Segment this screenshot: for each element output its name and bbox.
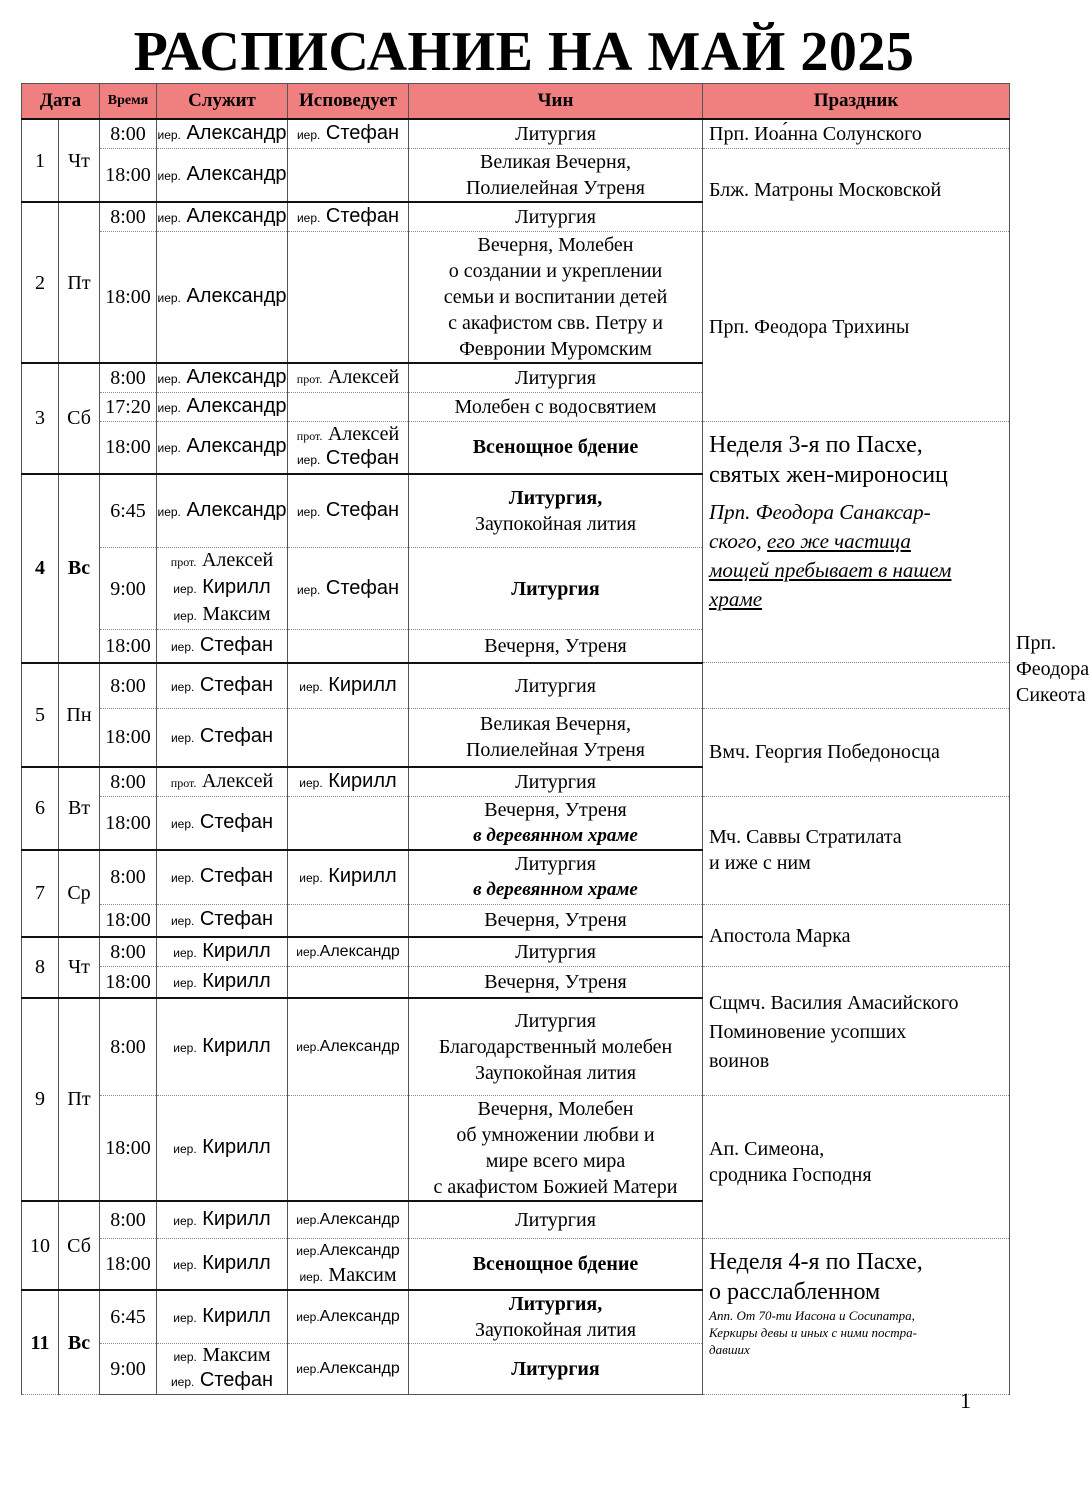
service-time: 9:00 [100, 548, 157, 630]
day-number: 5 [22, 663, 59, 767]
day-number: 9 [22, 998, 59, 1202]
feast-name: Ап. Симеона, сродника Господня [703, 1096, 1010, 1239]
day-number: 8 [22, 937, 59, 998]
confessor: прот. Алексей иер. Стефан [288, 422, 409, 474]
confessor [288, 796, 409, 850]
service-rite: Литургия [409, 937, 703, 967]
confessor: иер. Стефан [288, 119, 409, 149]
day-of-week: Ср [59, 850, 100, 937]
service-time: 18:00 [100, 905, 157, 937]
celebrant: иер. Стефан [157, 663, 288, 709]
confessor [288, 967, 409, 998]
confessor [288, 1096, 409, 1202]
day-number: 11 [22, 1290, 59, 1395]
celebrant: иер. Александр [157, 393, 288, 422]
confessor [288, 905, 409, 937]
service-time: 8:00 [100, 1201, 157, 1238]
service-rite: Вечерня, Молебен об умножении любви и мире всего мира с акафистом Божией Матери [409, 1096, 703, 1202]
service-rite: Литургия [409, 202, 703, 232]
table-row [22, 149, 1010, 203]
confessor: иер.Александр [288, 1290, 409, 1344]
celebrant: иер. Александр [157, 202, 288, 232]
day-of-week: Чт [59, 119, 100, 202]
service-time: 18:00 [100, 149, 157, 203]
confessor: иер.Александр иер. Максим [288, 1238, 409, 1290]
service-time: 8:00 [100, 119, 157, 149]
page-number: 1 [960, 1388, 971, 1413]
celebrant: иер. Кирилл [157, 1201, 288, 1238]
feast-name: Блж. Матроны Московской [703, 149, 1010, 232]
header-confesses: Исповедует [288, 84, 409, 120]
service-rite: Литургия [409, 1344, 703, 1395]
table-row [22, 905, 1010, 937]
confessor: прот. Алексей [288, 363, 409, 393]
header-serves: Служит [157, 84, 288, 120]
table-row [22, 1238, 1010, 1290]
service-time: 18:00 [100, 796, 157, 850]
header-feast: Праздник [703, 84, 1010, 120]
feast-name: Вмч. Георгия Победоносца [703, 709, 1010, 797]
table-row: 18:00 иер. Стефан Вечерня, Утреня Прп. Феодора Сикеота [22, 630, 1010, 663]
service-rite: Вечерня, Утреня [409, 905, 703, 937]
confessor: иер. Стефан [288, 474, 409, 548]
service-time: 18:00 [100, 630, 157, 663]
table-row [22, 967, 1010, 998]
schedule-table [21, 83, 1089, 1395]
celebrant: прот. Алексей иер. Кирилл иер. Максим [157, 548, 288, 630]
day-of-week: Пт [59, 202, 100, 363]
celebrant: иер. Александр [157, 363, 288, 393]
service-rite: Вечерня, Молебен о создании и укреплении семьи и воспитании детей с акафистом свв. Петру и Февронии Муромским [409, 232, 703, 364]
confessor: иер. Кирилл [288, 767, 409, 797]
confessor [288, 709, 409, 767]
day-of-week: Вс [59, 1290, 100, 1395]
celebrant: иер. Стефан [157, 630, 288, 663]
day-of-week: Вс [59, 474, 100, 663]
celebrant: иер. Александр [157, 149, 288, 203]
confessor: иер. Кирилл [288, 663, 409, 709]
celebrant: иер. Кирилл [157, 1290, 288, 1344]
day-number: 4 [22, 474, 59, 663]
service-rite: Литургия в деревянном храме [409, 850, 703, 905]
celebrant: иер. Александр [157, 474, 288, 548]
service-time: 18:00 [100, 422, 157, 474]
service-rite: Литургия, Заупокойная лития [409, 1290, 703, 1344]
service-time: 6:45 [100, 1290, 157, 1344]
confessor: иер. Стефан [288, 548, 409, 630]
celebrant: иер. Стефан [157, 905, 288, 937]
service-rite: Литургия [409, 119, 703, 149]
celebrant: иер. Кирилл [157, 1238, 288, 1290]
feast-name: Прп. Иоа́нна Солунского [703, 119, 1010, 149]
day-of-week: Чт [59, 937, 100, 998]
celebrant: иер. Кирилл [157, 937, 288, 967]
table-row [22, 119, 1010, 149]
service-rite: Литургия [409, 1201, 703, 1238]
day-number: 7 [22, 850, 59, 937]
service-rite: Вечерня, Утреня [409, 630, 703, 663]
day-of-week: Сб [59, 1201, 100, 1290]
feast-name: Прп. Феодора Трихины [703, 232, 1010, 422]
service-rite: Вечерня, Утреня [409, 967, 703, 998]
table-header-row [22, 84, 1010, 120]
confessor: иер. Кирилл [288, 850, 409, 905]
confessor: иер.Александр [288, 1201, 409, 1238]
feast-name: Сщмч. Василия Амасийского Поминовение усопших воинов [703, 967, 1010, 1096]
celebrant: иер. Кирилл [157, 1096, 288, 1202]
service-time: 8:00 [100, 663, 157, 709]
service-time: 18:00 [100, 232, 157, 364]
service-rite: Литургия [409, 767, 703, 797]
celebrant: прот. Алексей [157, 767, 288, 797]
service-rite: Литургия [409, 363, 703, 393]
page-title: РАСПИСАНИЕ НА МАЙ 2025 [133, 21, 915, 83]
service-rite: Литургия [409, 548, 703, 630]
header-rite: Чин [409, 84, 703, 120]
confessor [288, 393, 409, 422]
celebrant: иер. Стефан [157, 850, 288, 905]
day-number: 10 [22, 1201, 59, 1290]
header-date: Дата [22, 84, 100, 120]
service-rite: Вечерня, Утреня в деревянном храме [409, 796, 703, 850]
feast-name: Неделя 4-я по Пасхе, о расслабленном Апп. От 70-ти Иасона и Сосипатра, Керкиры девы и иных с ними постра- давших [703, 1238, 1010, 1395]
service-time: 8:00 [100, 998, 157, 1096]
day-of-week: Вт [59, 767, 100, 850]
service-time: 18:00 [100, 709, 157, 767]
day-of-week: Сб [59, 363, 100, 474]
confessor: иер.Александр [288, 998, 409, 1096]
service-rite: Великая Вечерня, Полиелейная Утреня [409, 709, 703, 767]
confessor: иер. Стефан [288, 202, 409, 232]
celebrant: иер. Кирилл [157, 967, 288, 998]
service-time: 18:00 [100, 967, 157, 998]
feast-name: Мч. Саввы Стратилата и иже с ним [703, 796, 1010, 905]
service-rite: Всенощное бдение [409, 1238, 703, 1290]
day-number: 3 [22, 363, 59, 474]
service-rite: Всенощное бдение [409, 422, 703, 474]
celebrant: иер. Кирилл [157, 998, 288, 1096]
service-time: 8:00 [100, 202, 157, 232]
service-time: 8:00 [100, 850, 157, 905]
day-number: 1 [22, 119, 59, 202]
service-rite: Литургия, Заупокойная лития [409, 474, 703, 548]
table-row [22, 796, 1010, 850]
service-time: 8:00 [100, 363, 157, 393]
service-time: 9:00 [100, 1344, 157, 1395]
service-time: 17:20 [100, 393, 157, 422]
feast-name: Неделя 3-я по Пасхе, святых жен-мироносиц Прп. Феодора Санаксар- ского, его же частица мощей пребывает в нашем храме [703, 422, 1010, 663]
service-rite: Великая Вечерня, Полиелейная Утреня [409, 149, 703, 203]
table-row [22, 232, 1010, 364]
day-of-week: Пн [59, 663, 100, 767]
celebrant: иер. Стефан [157, 796, 288, 850]
day-of-week: Пт [59, 998, 100, 1202]
confessor [288, 232, 409, 364]
celebrant: иер. Александр [157, 119, 288, 149]
confessor: иер.Александр [288, 937, 409, 967]
header-time: Время [100, 84, 157, 120]
service-time: 18:00 [100, 1238, 157, 1290]
celebrant: иер. Александр [157, 232, 288, 364]
celebrant: иер. Максим иер. Стефан [157, 1344, 288, 1395]
service-rite: Литургия [409, 663, 703, 709]
table-row [22, 422, 1010, 474]
table-row [22, 709, 1010, 767]
feast-name: Апостола Марка [703, 905, 1010, 967]
celebrant: иер. Александр [157, 422, 288, 474]
confessor: иер.Александр [288, 1344, 409, 1395]
day-number: 6 [22, 767, 59, 850]
confessor [288, 149, 409, 203]
table-row [22, 1096, 1010, 1202]
day-number: 2 [22, 202, 59, 363]
service-time: 18:00 [100, 1096, 157, 1202]
confessor [288, 630, 409, 663]
service-rite: Молебен с водосвятием [409, 393, 703, 422]
table-row [22, 663, 1010, 709]
service-time: 8:00 [100, 767, 157, 797]
service-time: 6:45 [100, 474, 157, 548]
service-time: 8:00 [100, 937, 157, 967]
celebrant: иер. Стефан [157, 709, 288, 767]
service-rite: Литургия Благодарственный молебен Заупокойная лития [409, 998, 703, 1096]
